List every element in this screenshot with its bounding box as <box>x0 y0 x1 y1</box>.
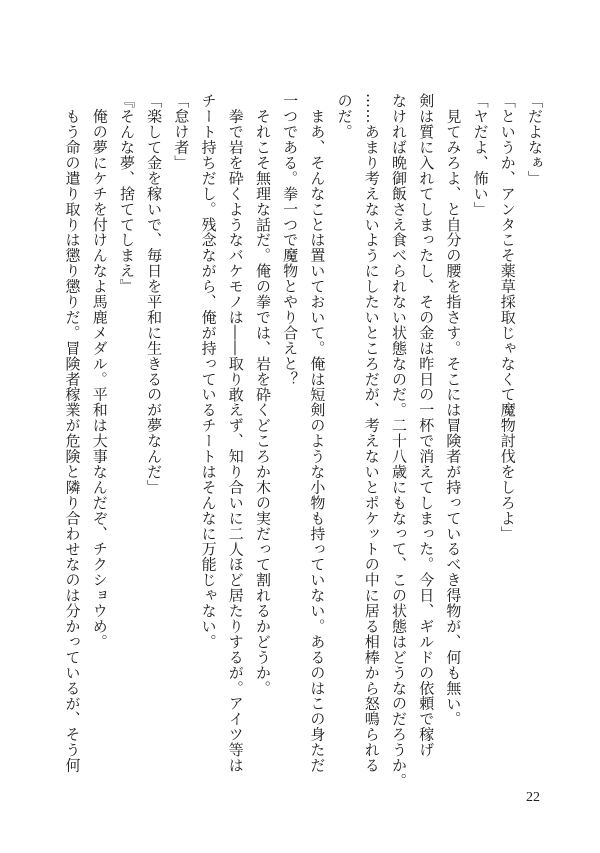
text-line: 一つである。拳一つで魔物とやり合えと？ <box>281 93 300 387</box>
text-line: ……あまり考えないようにしたいところだが、考えないとポケットの中に居る相棒から怒鳴られる <box>362 93 381 773</box>
body-text <box>58 93 548 793</box>
text-line: まあ、そんなことは置いておいて。俺は短剣のような小物も持っていない。あるのはこの身ただ <box>308 93 327 773</box>
text-line: 「怠け者」 <box>172 93 191 171</box>
text-line: 拳で岩を砕くようなバケモノは――取り敢えず、知り合いに二人ほど居たりするが。アイツ等は <box>226 93 245 773</box>
text-line: 剣は質に入れてしまったし、その金は昨日の一杯で消えてしまった。今日、ギルドの依頼で稼げ <box>417 93 436 758</box>
text-line: 見てみろよ、と自分の腰を指さす。そこには冒険者が持っているべき得物が、何も無い。 <box>444 93 463 727</box>
text-line: 「というか、アンタこそ薬草採取じゃなくて魔物討伐をしろよ」 <box>498 93 517 542</box>
text-line: それこそ無理な話だ。俺の拳では、岩を砕くどころか木の実だって割れるかどうか。 <box>253 93 272 696</box>
text-line: 「楽して金を稼いで、毎日を平和に生きるのが夢なんだ」 <box>145 93 164 495</box>
text-line: もう命の遣り取りは懲り懲りだ。冒険者稼業が危険と隣り合わせなのは分かっているが、そう何 <box>63 93 82 773</box>
text-line: なければ晩御飯さえ食べられない状態なのだ。二十八歳にもなって、この状態はどうなのだろうか。 <box>389 93 408 789</box>
text-line: チート持ちだし。残念ながら、俺が持っているチートはそんなに万能じゃない。 <box>199 93 218 650</box>
text-line: 俺の夢にケチを付けんなよ馬鹿メダル。平和は大事なんだぞ、チクショウめ。 <box>90 93 109 650</box>
page-number: 22 <box>526 790 540 805</box>
text-line: 「だよなぁ」 <box>526 93 544 186</box>
text-line: 「ヤだよ、怖い」 <box>471 93 490 217</box>
text-line: のだ。 <box>335 93 354 140</box>
text-line: 『そんな夢、捨ててしまえ』 <box>117 93 136 294</box>
